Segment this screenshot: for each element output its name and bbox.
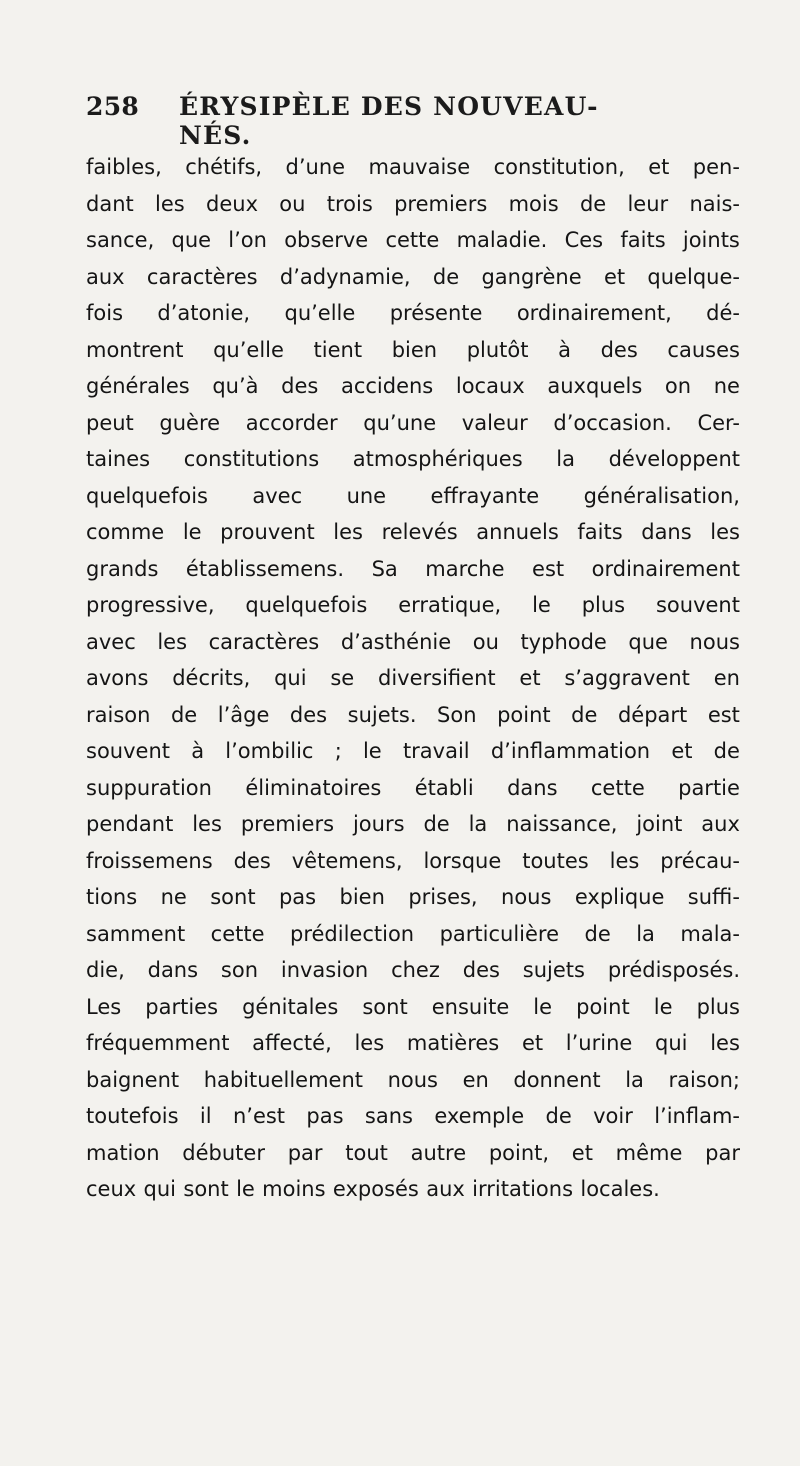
text-word: précau- [660, 848, 740, 873]
text-word: chez [391, 958, 440, 982]
text-word: moins [262, 1177, 326, 1201]
text-line [86, 1062, 740, 1099]
text-word: ensuite [431, 994, 510, 1019]
text-line [86, 916, 740, 953]
text-word: valeur [461, 410, 528, 435]
text-word: premiers [240, 812, 335, 836]
text-line [86, 551, 740, 588]
text-word: nais- [689, 191, 740, 216]
text-word: deux [206, 191, 259, 216]
text-word: effrayante [430, 483, 540, 508]
text-word: accorder [245, 410, 338, 435]
text-word: jours [352, 812, 405, 836]
text-word: développent [608, 447, 740, 471]
text-word: le [653, 994, 673, 1019]
text-word: on [664, 374, 692, 398]
text-word: ordinairement, [516, 301, 672, 325]
text-word: leur [627, 191, 669, 216]
text-word: et [519, 666, 541, 690]
text-word: le [532, 593, 551, 617]
text-line [86, 879, 740, 916]
text-word: débuter [182, 1140, 265, 1165]
text-word: marche [425, 556, 505, 581]
text-word: de [713, 739, 740, 763]
text-word: se [330, 666, 355, 690]
text-word: trois [326, 191, 373, 216]
text-line [86, 259, 740, 296]
text-word: départ [617, 702, 688, 727]
text-word: que [171, 228, 212, 252]
text-word: ordinairement [591, 556, 740, 581]
text-word: faits [577, 520, 623, 544]
text-word: baignent [86, 1067, 180, 1092]
text-word: des [600, 337, 638, 362]
text-word: gangrène [481, 264, 582, 289]
text-word: faibles, [86, 155, 162, 179]
text-word: taines [86, 447, 151, 471]
text-word: bien [391, 337, 438, 362]
text-word: plus [581, 593, 626, 617]
text-word: erratique, [398, 593, 502, 617]
text-word: mois [508, 191, 559, 216]
body-text [86, 149, 740, 1208]
text-word: établissemens. [185, 556, 345, 581]
text-word: même [615, 1140, 683, 1165]
text-word: les [710, 520, 740, 544]
text-word: nous [387, 1067, 439, 1092]
text-word: les [192, 812, 222, 836]
text-line [86, 1171, 740, 1208]
text-word: suffi- [687, 885, 740, 909]
text-word: caractères [208, 629, 320, 654]
text-word: par [287, 1140, 323, 1165]
text-word: matières [406, 1031, 500, 1055]
text-word: quelque- [647, 264, 740, 289]
text-word: en [462, 1067, 489, 1092]
text-line [86, 660, 740, 697]
text-word: son [220, 958, 259, 982]
text-word: qu’une [363, 410, 437, 435]
text-word: exemple [434, 1104, 525, 1128]
text-word: observe [284, 228, 369, 252]
text-line [86, 441, 740, 478]
text-word: d’une [285, 155, 346, 179]
text-word: premiers [394, 191, 488, 216]
text-word: ; [334, 739, 342, 763]
text-word: la [468, 812, 488, 836]
text-word: souvent [86, 739, 170, 763]
text-word: fois [86, 301, 124, 325]
text-word: tout [345, 1140, 388, 1165]
text-word: causes [667, 337, 740, 362]
text-word: de [545, 1104, 572, 1128]
text-word: d’inflammation [490, 739, 651, 763]
text-word: travail [402, 739, 470, 763]
text-word: cette [385, 228, 440, 252]
text-word: nous [689, 629, 740, 654]
text-word: qui [143, 1177, 177, 1201]
text-word: sont [362, 994, 408, 1019]
text-word: d’asthénie [340, 629, 452, 654]
text-word: sance, [86, 228, 155, 252]
text-word: et [521, 1031, 544, 1055]
text-word: tient [313, 337, 363, 362]
text-word: Les [86, 994, 122, 1019]
text-word: annuels [476, 520, 559, 544]
text-line [86, 1098, 740, 1135]
text-word: les [155, 191, 185, 216]
text-line [86, 989, 740, 1026]
text-word: l’urine [565, 1031, 633, 1055]
text-line [86, 624, 740, 661]
text-word: accidens [340, 374, 434, 398]
text-word: le [236, 1177, 255, 1201]
text-word: qu’à [212, 374, 259, 398]
text-line [86, 295, 740, 332]
text-word: mala- [680, 921, 740, 946]
text-word: sans [364, 1104, 413, 1128]
text-word: l’inflam- [654, 1104, 740, 1128]
text-word: qu’elle [213, 337, 284, 362]
text-word: est [532, 556, 565, 581]
text-word: invasion [280, 958, 369, 982]
text-word: aux [426, 1177, 465, 1201]
text-word: samment [86, 921, 186, 946]
text-word: typhode [520, 629, 607, 654]
text-word: Son [437, 702, 477, 727]
text-word: la [636, 921, 655, 946]
text-word: atmosphériques [352, 447, 523, 471]
text-line [86, 733, 740, 770]
text-word: dans [147, 958, 199, 982]
text-word: et [671, 739, 693, 763]
text-word: donnent [513, 1067, 601, 1092]
text-word: habituellement [203, 1067, 364, 1092]
text-line [86, 770, 740, 807]
text-word: nous [501, 885, 552, 909]
text-word: grands [86, 556, 159, 581]
text-word: bien [339, 885, 385, 909]
text-word: peut [86, 410, 134, 435]
text-word: Sa [371, 556, 398, 581]
text-word: point [497, 702, 551, 727]
text-word: montrent [86, 337, 184, 362]
text-line [86, 843, 740, 880]
text-word: à [191, 739, 205, 763]
text-word: caractères [146, 264, 258, 289]
text-word: explique [574, 885, 665, 909]
text-word: et [603, 264, 626, 289]
text-line [86, 952, 740, 989]
text-line [86, 478, 740, 515]
text-word: avec [252, 483, 303, 508]
text-word: sujets. [347, 702, 417, 727]
text-word: les [333, 520, 363, 544]
text-word: voir [593, 1104, 633, 1128]
text-word: une [346, 483, 387, 508]
text-line [86, 368, 740, 405]
page-header [86, 92, 646, 150]
text-word: l’âge [217, 702, 270, 727]
text-word: sujets [522, 958, 585, 982]
text-word: éliminatoires [245, 775, 382, 800]
text-word: pas [306, 1104, 344, 1128]
text-word: prédilection [289, 921, 415, 946]
text-word: s’aggravent [564, 666, 690, 690]
text-line [86, 405, 740, 442]
text-word: présente [389, 301, 483, 325]
text-word: d’atonie, [157, 301, 251, 325]
text-word: diversifient [378, 666, 496, 690]
text-word: de [571, 702, 598, 727]
text-word: dans [641, 520, 692, 544]
text-word: de [423, 812, 450, 836]
text-word: constitutions [183, 447, 320, 471]
text-word: des [289, 702, 328, 727]
text-word: cette [590, 775, 645, 800]
text-word: toutefois [86, 1104, 179, 1128]
text-word: le [182, 520, 202, 544]
text-word: joints [682, 228, 740, 252]
text-word: quelquefois [86, 483, 208, 508]
text-word: et [571, 1140, 593, 1165]
text-word: pendant [86, 812, 174, 836]
text-word: exposés [332, 1177, 419, 1201]
text-word: que [628, 629, 668, 654]
text-word: en [713, 666, 740, 690]
text-word: avec [86, 629, 136, 654]
text-word: qui [655, 1031, 688, 1055]
text-word: particulière [439, 921, 560, 946]
text-word: de [170, 702, 198, 727]
text-word: relevés [381, 520, 458, 544]
text-line [86, 186, 740, 223]
text-word: aux [701, 812, 740, 836]
text-word: irritations [472, 1177, 574, 1201]
text-word: à [558, 337, 571, 362]
text-word: et [648, 155, 670, 179]
text-word: progressive, [86, 593, 215, 617]
text-word: qui [274, 666, 307, 690]
text-word: pas [278, 885, 317, 909]
text-word: cette [210, 921, 265, 946]
text-word: dant [86, 191, 134, 216]
text-word: tions [86, 885, 138, 909]
text-line [86, 1025, 740, 1062]
text-word: naissance, [506, 812, 618, 836]
running-title: ÉRYSIPÈLE DES NOUVEAU-NÉS. [179, 92, 599, 150]
text-word: avons [86, 666, 149, 690]
text-word: faits [620, 228, 666, 252]
text-word: des [233, 848, 271, 873]
text-word: maladie. [456, 228, 548, 252]
text-word: les [609, 848, 640, 873]
text-word: locaux [455, 374, 525, 398]
text-word: Cer- [697, 410, 740, 435]
text-word: partie [678, 775, 740, 800]
text-word: décrits, [172, 666, 251, 690]
text-word: froissemens [86, 848, 213, 873]
text-word: toutes [522, 848, 589, 873]
text-line [86, 587, 740, 624]
text-word: établi [414, 775, 474, 800]
text-word: plutôt [466, 337, 529, 362]
text-word: des [281, 374, 319, 398]
text-word: pen- [692, 155, 740, 179]
text-line [86, 806, 740, 843]
text-word: d’adynamie, [279, 264, 411, 289]
text-word: il [199, 1104, 212, 1128]
text-word: génitales [242, 994, 339, 1019]
text-word: de [579, 191, 607, 216]
text-word: des [462, 958, 500, 982]
text-line [86, 149, 740, 186]
text-word: par [705, 1140, 740, 1165]
text-word: affecté, [252, 1031, 332, 1055]
text-word: n’est [232, 1104, 286, 1128]
text-word: ou [472, 629, 499, 654]
text-word: de [432, 264, 460, 289]
text-word: souvent [655, 593, 740, 617]
text-word: les [710, 1031, 740, 1055]
text-word: sont [183, 1177, 229, 1201]
text-word: l’ombilic [225, 739, 314, 763]
text-word: généralisation, [583, 483, 740, 508]
page-number: 258 [86, 92, 140, 121]
text-word: sont [210, 885, 256, 909]
text-word: vêtemens, [291, 848, 403, 873]
text-word: ceux [86, 1177, 137, 1201]
text-word: ou [279, 191, 306, 216]
text-word: générales [86, 374, 190, 398]
text-word: d’occasion. [553, 410, 672, 435]
text-word: dé- [706, 301, 740, 325]
text-word: point, [488, 1140, 550, 1165]
text-word: prises, [408, 885, 478, 909]
text-word: auxquels [547, 374, 643, 398]
text-word: les [354, 1031, 385, 1055]
text-line [86, 697, 740, 734]
text-word: autre [410, 1140, 467, 1165]
text-line [86, 1135, 740, 1172]
text-word: le [533, 994, 553, 1019]
text-word: chétifs, [185, 155, 263, 179]
text-line [86, 332, 740, 369]
text-word: dans [507, 775, 558, 800]
text-word: de [584, 921, 611, 946]
text-word: fréquemment [86, 1031, 230, 1055]
text-word: aux [86, 264, 125, 289]
text-word: la [625, 1067, 644, 1092]
text-word: la [556, 447, 575, 471]
text-word: point [576, 994, 630, 1019]
text-word: qu’elle [284, 301, 356, 325]
text-word: raison [86, 702, 151, 727]
text-word: die, [86, 958, 125, 982]
text-line [86, 222, 740, 259]
text-word: prouvent [220, 520, 315, 544]
text-word: guère [159, 410, 221, 435]
text-word: prédisposés. [607, 958, 740, 982]
text-word: constitution, [493, 155, 625, 179]
text-word: ne [713, 374, 740, 398]
text-word: suppuration [86, 775, 212, 800]
text-word: raison; [668, 1067, 740, 1092]
text-word: mation [86, 1140, 160, 1165]
text-word: joint [636, 812, 683, 836]
text-word: Ces [564, 228, 604, 252]
text-word: les [157, 629, 188, 654]
text-word: l’on [228, 228, 267, 252]
text-line [86, 514, 740, 551]
text-word: locales. [580, 1177, 660, 1201]
text-word: le [362, 739, 382, 763]
text-word: mauvaise [368, 155, 471, 179]
text-word: parties [145, 994, 219, 1019]
text-word: comme [86, 520, 165, 544]
text-word: est [707, 702, 740, 727]
text-word: ne [160, 885, 187, 909]
text-word: plus [696, 994, 740, 1019]
text-word: lorsque [423, 848, 502, 873]
text-word: quelquefois [245, 593, 368, 617]
